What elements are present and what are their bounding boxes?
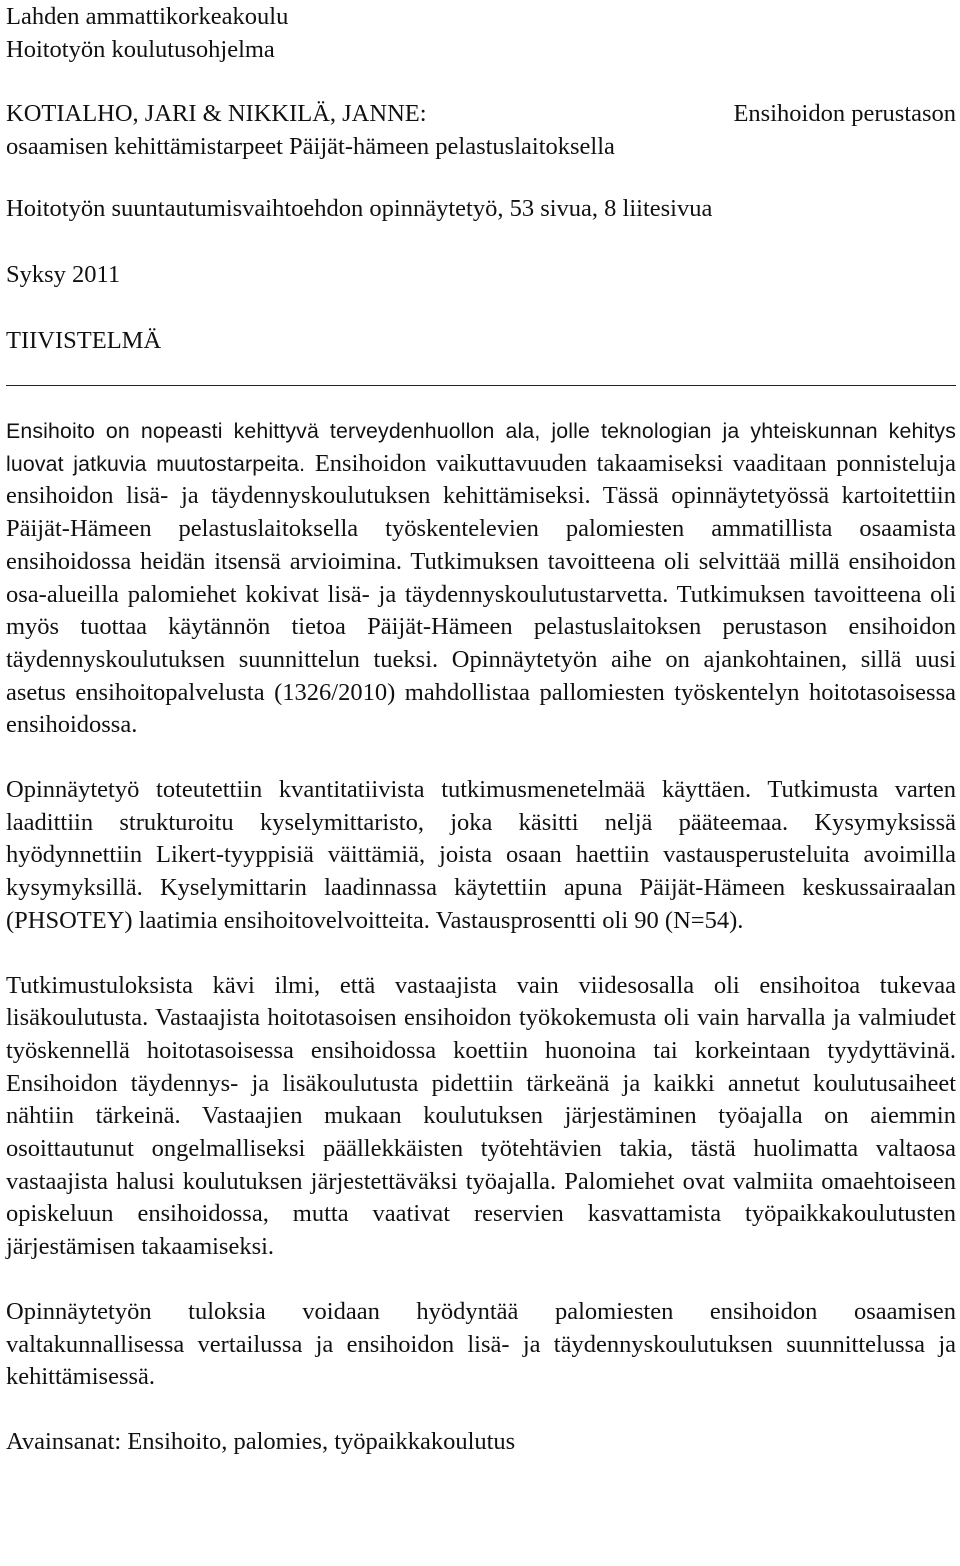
keywords: Avainsanat: Ensihoito, palomies, työpaikkakoulutus (6, 1427, 516, 1455)
document-header (6, 0, 956, 357)
semester: Syksy 2011 (6, 261, 121, 288)
document-page (6, 0, 956, 1458)
institution-name: Lahden ammattikorkeakoulu (6, 3, 289, 30)
authors: KOTIALHO, JARI & NIKKILÄ, JANNE: (6, 100, 427, 127)
abstract-paragraph-3: Tutkimustuloksista kävi ilmi, että vastaajista vain viidesosalla oli ensihoitoa tukevaa lisäkoulutusta. Vastaajista hoitotasoisen ensihoidon työkokemusta oli vain harvalla ja valmiudet työskennellä hoitotasoisessa ensihoidossa koettiin huonoina tai korkeintaan tyydyttävinä. Ensihoidon täydennys- ja lisäkoulutusta pidettiin tärkeänä ja kaikki annetut koulutusaiheet nähtiin tärkeinä. Vastaajien mukaan koulutuksen järjestäminen työajalla on aiemmin osoittautunut ongelmalliseksi päällekkäisten työtehtävien takia, tästä huolimatta valtaosa vastaajista halusi koulutuksen järjestettäväksi työajalla. Palomiehet ovat valmiita omaehtoiseen opiskeluun ensihoidossa, mutta vaativat reservien kasvattamista työpaikkakoulutusten järjestämisen takaamiseksi. (6, 971, 956, 1261)
abstract-intro-sentence: Ensihoito on nopeasti kehittyvä terveydenhuollon ala, jolle teknologian ja yhteiskunnan kehitys luovat jatkuvia muutostarpeita. (6, 419, 956, 476)
abstract-paragraph-1-text: Ensihoidon vaikuttavuuden takaamiseksi vaaditaan ponnisteluja ensihoidon lisä- ja täydennyskoulutuksen kehittämiseksi. Tässä opinnäytetyössä kartoitettiin Päijät-Hämeen pelastuslaitoksella työskentelevien palomiesten ammatillista osaamista ensihoidossa heidän itsensä arvioimina. Tutkimuksen tavoitteena oli selvittää millä ensihoidon osa-alueilla palomiehet kokivat lisä- ja täydennyskoulutustarvetta. Tutkimuksen tavoitteena oli myös tuottaa käytännön tietoa Päijät-Hämeen pelastuslaitoksen perustason ensihoidon täydennyskoulutuksen suunnittelun tueksi. Opinnäytetyön aihe on ajankohtainen, sillä uusi asetus ensihoitopalvelusta (1326/2010) mahdollistaa pallomiesten työskentelyn hoitotasoisessa ensihoidossa. (6, 449, 956, 739)
programme-name: Hoitotyön koulutusohjelma (6, 36, 275, 63)
author-title-row (6, 97, 956, 130)
abstract-paragraph-2: Opinnäytetyö toteutettiin kvantitatiivista tutkimusmenetelmää käyttäen. Tutkimusta varten laadittiin strukturoitu kyselymittaristo, joka käsitti neljä pääteemaa. Kysymyksissä hyödynnettiin Likert-tyyppisiä väittämiä, joista osaan haettiin vastausperusteluita avoimilla kysymyksillä. Kyselymittarin laadinnassa käytettiin apuna Päijät-Hämeen keskussairaalan (PHSOTEY) laatimia ensihoitovelvoitteita. Vastausprosentti oli 90 (N=54). (6, 776, 956, 934)
thesis-title-line1: Ensihoidon perustason (733, 100, 956, 127)
thesis-title-line2: osaamisen kehittämistarpeet Päijät-hämeen pelastuslaitoksella (6, 133, 615, 160)
horizontal-rule (6, 385, 956, 386)
thesis-info: Hoitotyön suuntautumisvaihtoehdon opinnäytetyö, 53 sivua, 8 liitesivua (6, 195, 713, 222)
section-title: TIIVISTELMÄ (6, 327, 162, 354)
abstract-paragraph-1 (6, 415, 956, 742)
abstract-body (6, 415, 956, 1394)
abstract-paragraph-4: Opinnäytetyön tuloksia voidaan hyödyntää palomiesten ensihoidon osaamisen valtakunnallisessa vertailussa ja ensihoidon lisä- ja täydennyskoulutuksen suunnittelussa ja kehittämisessä. (6, 1297, 956, 1391)
